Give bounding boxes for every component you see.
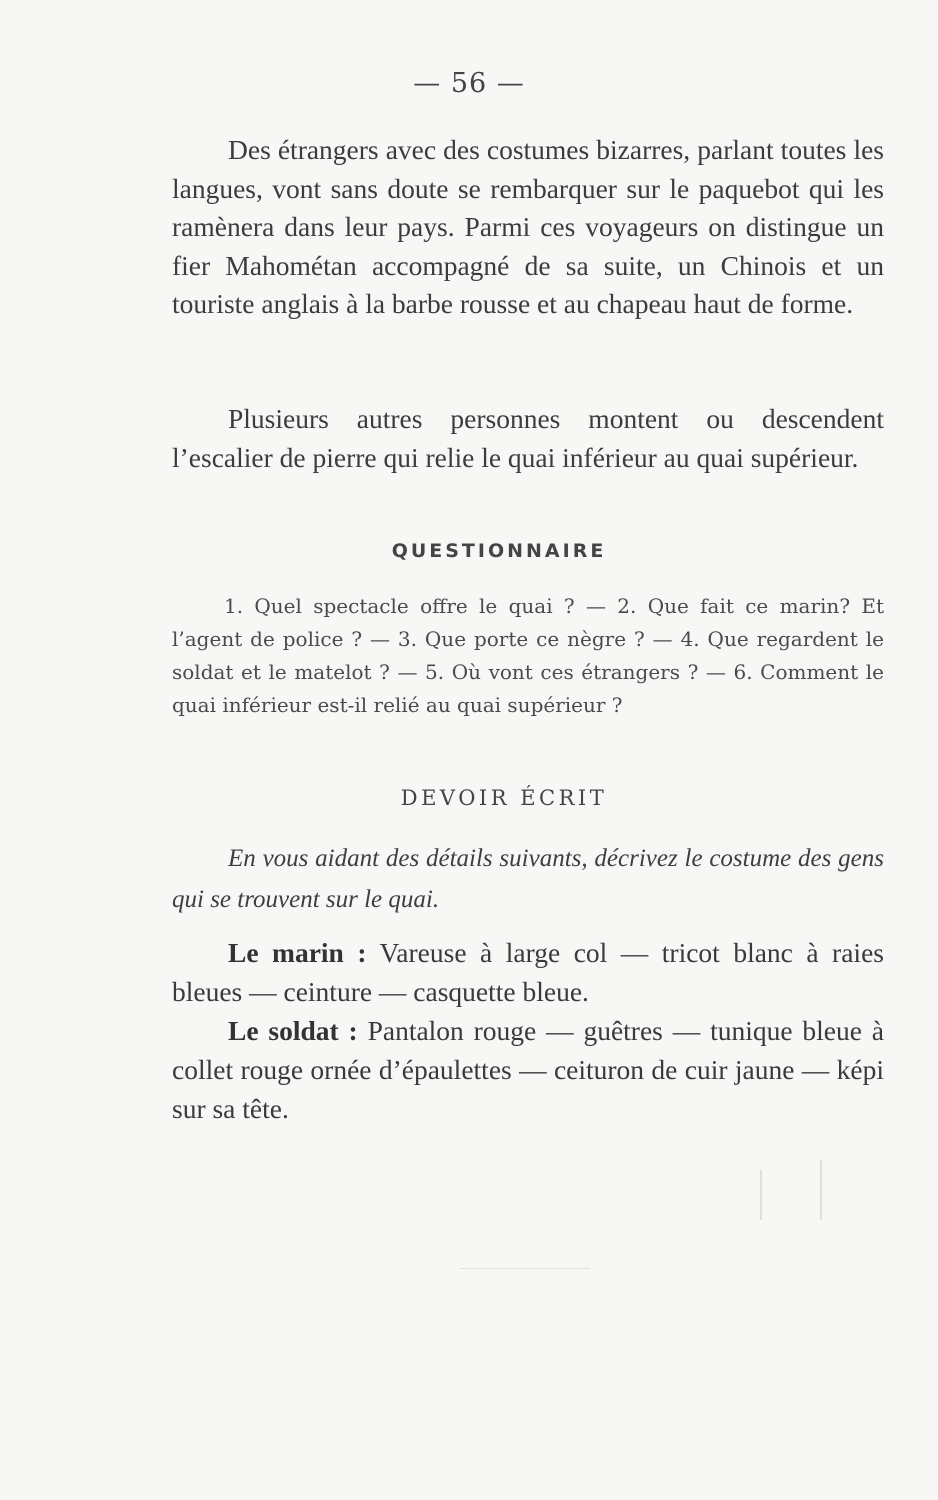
questions-text: 1. Quel spectacle offre le quai ? — 2. Que fait ce marin? Et l’agent de police ? — 3. Que porte ce nègre ? — 4. Que regardent le soldat et le matelot ? — 5. Où vont ces étrangers ? — 6. Comment le quai inférieur est-il relié au quai supérieur ? [172,594,884,717]
costume-item-soldat [172,1011,884,1128]
instruction-text: En vous aidant des détails suivants, décrivez le costume des gens qui se trouvent sur le quai. [172,845,884,913]
questionnaire-heading: QUESTIONNAIRE [391,540,607,562]
costume-text: Pantalon rouge — guêtres — tunique bleue à collet rouge ornée d’épaulettes — ceituron de cuir jaune — képi sur sa tête. [172,1015,885,1124]
devoir-instruction [172,838,884,920]
costume-item-marin [172,933,884,1011]
costume-label: Le marin : [228,937,367,968]
paragraph-staircase [172,400,884,477]
costume-label: Le soldat : [228,1015,358,1046]
paragraph-text: Des étrangers avec des costumes bizarres, parlant toutes les langues, vont sans doute se rembarquer sur le paquebot qui les ramènera dans leur pays. Parmi ces voyageurs on distingue un fier Mahométan accompagné de sa suite, un Chinois et un touriste anglais à la barbe rousse et au chapeau haut de forme. [172,134,884,319]
costume-list [172,933,884,1128]
page-number: — 56 — [413,68,525,99]
bleed-through-mark [460,1268,590,1269]
paragraph-text: Plusieurs autres personnes montent ou descendent l’escalier de pierre qui relie le quai inférieur au quai supérieur. [172,403,884,473]
paragraph-foreigners [172,131,884,324]
bleed-through-mark [820,1160,822,1220]
devoir-heading: DEVOIR ÉCRIT [400,786,608,810]
costume-text: Vareuse à large col — tricot blanc à raies bleues — ceinture — casquette bleue. [172,937,884,1007]
bleed-through-mark [760,1170,762,1220]
questionnaire-questions [172,590,884,722]
